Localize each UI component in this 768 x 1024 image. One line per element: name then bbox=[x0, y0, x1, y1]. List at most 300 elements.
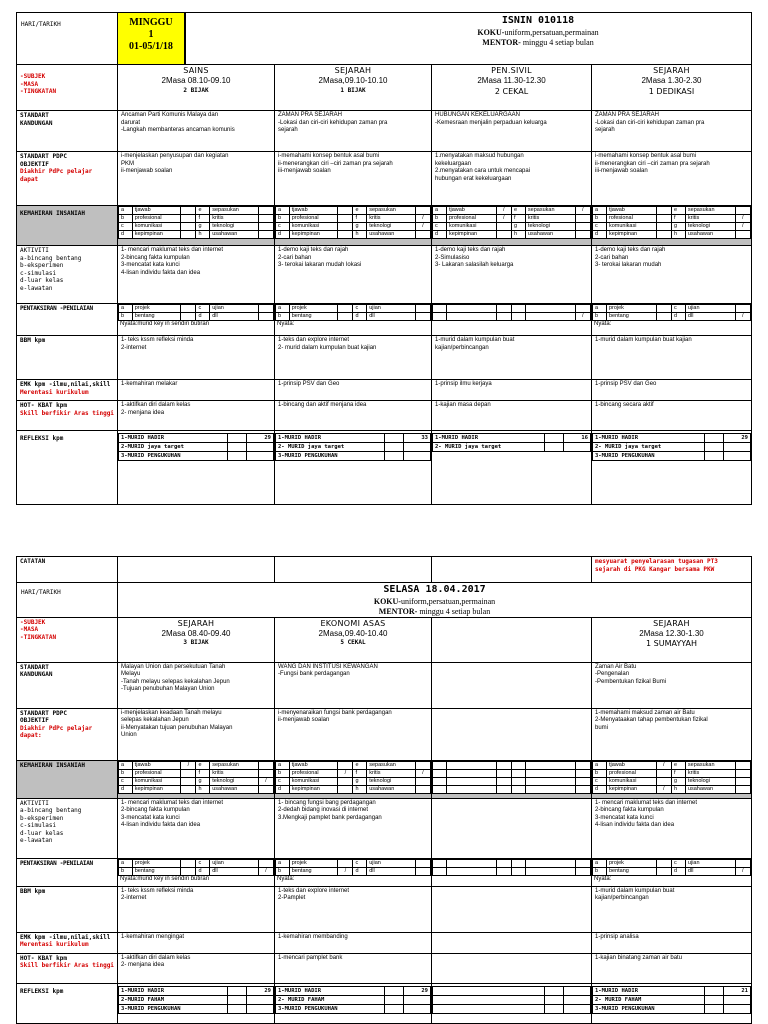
tick-box[interactable] bbox=[181, 777, 196, 785]
tick-box[interactable] bbox=[656, 769, 671, 777]
refleksi-grid bbox=[275, 433, 431, 461]
refleksi-spacer bbox=[544, 1004, 563, 1013]
option-key: d bbox=[593, 785, 607, 793]
grid-row bbox=[276, 313, 431, 321]
option-label: sepasukan bbox=[210, 207, 259, 215]
refleksi-cell bbox=[432, 983, 592, 1023]
row-label-sp-text: STANDART PDPC OBJEKTIF bbox=[20, 709, 67, 724]
option-label: ujian bbox=[367, 859, 416, 867]
tick-box[interactable] bbox=[735, 769, 750, 777]
ki-cell bbox=[118, 760, 275, 798]
tick-box[interactable] bbox=[575, 769, 590, 777]
option-label: projek bbox=[606, 305, 656, 313]
tick-box[interactable] bbox=[181, 223, 196, 231]
option-key: d bbox=[196, 313, 210, 321]
tick-box[interactable] bbox=[575, 215, 590, 223]
tick-box[interactable]: / bbox=[496, 207, 511, 215]
emk-cell: 1-kemahiran membanding bbox=[275, 932, 432, 953]
tick-box[interactable] bbox=[575, 761, 590, 769]
refleksi-row bbox=[119, 1004, 274, 1013]
grid-row bbox=[119, 313, 274, 321]
tick-box[interactable] bbox=[496, 313, 511, 321]
option-key: d bbox=[119, 785, 133, 793]
option-key: c bbox=[353, 305, 367, 313]
subject-cell bbox=[275, 65, 432, 111]
option-key: d bbox=[671, 867, 685, 875]
option-key: b bbox=[119, 867, 133, 875]
catatan-cell bbox=[118, 557, 275, 583]
tick-box[interactable] bbox=[338, 215, 353, 223]
option-key bbox=[433, 305, 447, 313]
ki-grid bbox=[592, 761, 751, 794]
refleksi-row bbox=[433, 995, 591, 1004]
hot-cell: 1-bincang dan aktif menjana idea bbox=[275, 401, 432, 431]
tick-box[interactable]: / bbox=[575, 313, 590, 321]
option-label: usahawan bbox=[367, 231, 416, 239]
pen-grid bbox=[432, 859, 591, 876]
option-key: a bbox=[276, 859, 290, 867]
tick-box[interactable]: / bbox=[496, 215, 511, 223]
option-label: kritis bbox=[210, 215, 259, 223]
refleksi-count: 33 bbox=[404, 434, 431, 443]
tick-box[interactable]: / bbox=[258, 777, 273, 785]
pen-grid bbox=[118, 304, 274, 321]
option-key: f bbox=[671, 769, 685, 777]
option-key: a bbox=[119, 761, 133, 769]
refleksi-grid bbox=[592, 433, 751, 461]
tick-box[interactable] bbox=[575, 859, 590, 867]
tick-box[interactable] bbox=[415, 777, 430, 785]
refleksi-row bbox=[119, 452, 274, 461]
ki-cell bbox=[432, 760, 592, 798]
tick-box[interactable] bbox=[258, 761, 273, 769]
tick-box[interactable]: / bbox=[338, 867, 353, 875]
grid-row bbox=[276, 231, 431, 239]
option-key: e bbox=[196, 761, 210, 769]
tick-box[interactable] bbox=[656, 223, 671, 231]
refleksi-count: 29 bbox=[247, 986, 274, 995]
option-label: tjawab bbox=[606, 207, 656, 215]
option-label bbox=[525, 785, 575, 793]
option-label: teknologi bbox=[210, 223, 259, 231]
option-label: kepimpinan bbox=[606, 231, 656, 239]
refleksi-label: 2-MURID jaya target bbox=[119, 443, 228, 452]
option-label bbox=[446, 859, 496, 867]
refleksi-count: 29 bbox=[247, 434, 274, 443]
tick-box[interactable] bbox=[338, 207, 353, 215]
refleksi-label: 3-MURID PENGUKUHAN bbox=[119, 1004, 228, 1013]
pen-cell bbox=[275, 304, 432, 336]
option-key: a bbox=[433, 207, 447, 215]
tick-box[interactable] bbox=[496, 761, 511, 769]
option-label: teknologi bbox=[367, 777, 416, 785]
tick-box[interactable] bbox=[496, 223, 511, 231]
tick-box[interactable]: / bbox=[415, 215, 430, 223]
tick-box[interactable] bbox=[258, 859, 273, 867]
refleksi-grid bbox=[118, 433, 274, 461]
tick-box[interactable] bbox=[735, 761, 750, 769]
refleksi-label: 3-MURID PENGUKUHAN bbox=[593, 452, 705, 461]
row-label-sp bbox=[17, 152, 118, 206]
tick-box[interactable] bbox=[258, 313, 273, 321]
emk-cell bbox=[432, 932, 592, 953]
tick-box[interactable] bbox=[338, 859, 353, 867]
option-label: teknologi bbox=[525, 223, 575, 231]
pen-grid bbox=[275, 304, 431, 321]
refleksi-count bbox=[723, 1004, 750, 1013]
grid-row bbox=[119, 215, 274, 223]
tick-box[interactable] bbox=[181, 867, 196, 875]
tick-box[interactable]: / bbox=[735, 215, 750, 223]
tick-box[interactable] bbox=[735, 777, 750, 785]
tick-box[interactable] bbox=[415, 867, 430, 875]
tick-box[interactable] bbox=[415, 231, 430, 239]
refleksi-count bbox=[404, 1004, 431, 1013]
option-key: h bbox=[196, 785, 210, 793]
option-key: c bbox=[593, 223, 607, 231]
tick-box[interactable] bbox=[575, 777, 590, 785]
refleksi-spacer bbox=[544, 995, 563, 1004]
tick-box[interactable] bbox=[338, 777, 353, 785]
hot-cell: 1-mencari pamplet bank bbox=[275, 953, 432, 983]
tick-box[interactable] bbox=[496, 777, 511, 785]
tick-box[interactable] bbox=[258, 215, 273, 223]
option-label: teknologi bbox=[685, 777, 735, 785]
option-key: b bbox=[276, 215, 290, 223]
option-key: d bbox=[593, 231, 607, 239]
option-label: kepimpinan bbox=[606, 785, 656, 793]
grid-row bbox=[119, 859, 274, 867]
emk-cell: 1-kemahiran mengingat bbox=[118, 932, 275, 953]
subject-class: 1 BIJAK bbox=[340, 86, 366, 94]
tick-box[interactable] bbox=[415, 305, 430, 313]
tick-box[interactable] bbox=[338, 223, 353, 231]
grid-row bbox=[593, 777, 751, 785]
tick-box[interactable]: / bbox=[656, 785, 671, 793]
refleksi-label: 2- MURID jaya target bbox=[433, 443, 545, 452]
option-label: tjawab bbox=[132, 761, 181, 769]
refleksi-spacer bbox=[228, 986, 247, 995]
option-label bbox=[446, 777, 496, 785]
refleksi-spacer bbox=[385, 1004, 404, 1013]
option-key: e bbox=[671, 761, 685, 769]
grid-row bbox=[593, 867, 751, 875]
sp-cell: i-memahami konsep bentuk asal bumi ii-menerangkan ciri –ciri zaman pra sejarah iii-menjawab soalan bbox=[275, 152, 432, 206]
tick-box[interactable] bbox=[656, 231, 671, 239]
pen-note: Nyata: bbox=[594, 875, 612, 882]
row-label-emk-text: EMK kpm -ilmu,nilai,skill bbox=[20, 381, 111, 388]
option-key bbox=[511, 785, 525, 793]
tick-box[interactable] bbox=[181, 215, 196, 223]
option-label: sepasukan bbox=[210, 761, 259, 769]
subject-cell bbox=[592, 65, 752, 111]
refleksi-count bbox=[404, 452, 431, 461]
grid-row bbox=[433, 215, 591, 223]
option-label: projek bbox=[289, 859, 338, 867]
option-key: f bbox=[511, 215, 525, 223]
refleksi-label: 2- MURID FAHAM bbox=[276, 995, 385, 1004]
tick-box[interactable]: / bbox=[735, 223, 750, 231]
grid-row bbox=[593, 785, 751, 793]
hot-cell: 1-aktifkan diri dalam kelas 2- menjana idea bbox=[118, 401, 275, 431]
option-label: usahawan bbox=[525, 231, 575, 239]
tick-box[interactable] bbox=[181, 769, 196, 777]
refleksi-count: 29 bbox=[404, 986, 431, 995]
tick-box[interactable] bbox=[656, 305, 671, 313]
refleksi-count bbox=[563, 986, 590, 995]
tick-box[interactable] bbox=[338, 761, 353, 769]
day-title-block bbox=[418, 15, 658, 48]
refleksi-row bbox=[276, 452, 431, 461]
tick-box[interactable] bbox=[496, 231, 511, 239]
refleksi-spacer bbox=[704, 452, 723, 461]
option-key: c bbox=[276, 777, 290, 785]
koku-label: KOKU- bbox=[477, 27, 505, 37]
pen-note: Nyata:murid key in sendiri butiran bbox=[120, 875, 210, 882]
pen-cell bbox=[592, 858, 752, 886]
refleksi-spacer bbox=[228, 452, 247, 461]
row-label-sp-red: Diakhir PdPc pelajar dapat bbox=[20, 168, 93, 183]
row-label-sk: STANDART KANDUNGAN bbox=[17, 662, 118, 708]
minggu-number: 1 bbox=[148, 29, 154, 40]
option-label: profesional bbox=[606, 769, 656, 777]
subject-class: 3 BIJAK bbox=[183, 639, 209, 647]
tick-box[interactable] bbox=[258, 231, 273, 239]
refleksi-label: 3-MURID PENGUKUHAN bbox=[276, 452, 385, 461]
option-key: e bbox=[353, 207, 367, 215]
ki-grid bbox=[118, 761, 274, 794]
mentor-text: minggu 4 setiap bulan bbox=[520, 37, 594, 47]
refleksi-label: 1-MURID HADIR bbox=[276, 986, 385, 995]
option-label: sepasukan bbox=[525, 207, 575, 215]
row-label-emk bbox=[17, 380, 118, 401]
option-key: b bbox=[433, 215, 447, 223]
option-label: usahawan bbox=[367, 785, 416, 793]
refleksi-label: 1-MURID HADIR bbox=[119, 434, 228, 443]
option-label: komunikasi bbox=[132, 777, 181, 785]
refleksi-row bbox=[433, 1004, 591, 1013]
tick-box[interactable] bbox=[575, 231, 590, 239]
tick-box[interactable] bbox=[575, 785, 590, 793]
refleksi-label: 1-MURID HADIR bbox=[593, 434, 705, 443]
subject-time: 2Masa 1.30-2.30 bbox=[641, 76, 702, 86]
option-key: f bbox=[196, 215, 210, 223]
option-label: ujian bbox=[685, 859, 735, 867]
option-label: kritis bbox=[367, 769, 416, 777]
tick-box[interactable] bbox=[735, 859, 750, 867]
option-key: a bbox=[593, 207, 607, 215]
refleksi-count bbox=[563, 995, 590, 1004]
tick-box[interactable] bbox=[735, 785, 750, 793]
refleksi-cell bbox=[275, 983, 432, 1023]
pen-note: Nyata:murid key in sendiri butiran bbox=[120, 321, 210, 327]
ki-cell bbox=[118, 206, 275, 246]
tick-box[interactable] bbox=[258, 223, 273, 231]
grid-row bbox=[119, 231, 274, 239]
sk-cell bbox=[432, 662, 592, 708]
tick-box[interactable] bbox=[496, 867, 511, 875]
option-label: projek bbox=[132, 859, 181, 867]
emk-cell: 1-prinsip analisa bbox=[592, 932, 752, 953]
tick-box[interactable] bbox=[496, 785, 511, 793]
tick-box[interactable] bbox=[575, 305, 590, 313]
option-label: dll bbox=[367, 313, 416, 321]
tick-box[interactable] bbox=[735, 231, 750, 239]
option-key: d bbox=[119, 231, 133, 239]
tick-box[interactable] bbox=[181, 305, 196, 313]
option-key: a bbox=[593, 761, 607, 769]
row-label-bbm: BBM kpm bbox=[17, 336, 118, 380]
refleksi-row bbox=[119, 434, 274, 443]
tick-box[interactable] bbox=[415, 785, 430, 793]
refleksi-count bbox=[563, 1004, 590, 1013]
option-key: c bbox=[196, 859, 210, 867]
tick-box[interactable]: / bbox=[575, 207, 590, 215]
option-key: a bbox=[276, 207, 290, 215]
option-label: kritis bbox=[525, 215, 575, 223]
tick-box[interactable] bbox=[338, 231, 353, 239]
tick-box[interactable] bbox=[656, 313, 671, 321]
option-label: komunikasi bbox=[132, 223, 181, 231]
row-label-hot-red: Skill berfikir Aras tinggi bbox=[20, 962, 114, 969]
tick-box[interactable] bbox=[415, 859, 430, 867]
tick-box[interactable] bbox=[258, 207, 273, 215]
minggu-box bbox=[118, 13, 186, 65]
row-label-hot bbox=[17, 953, 118, 983]
row-label-emk bbox=[17, 932, 118, 953]
tick-box[interactable] bbox=[181, 785, 196, 793]
sp-cell: i-menjelaskan penyusupan dan kegiatan PKM ii-menjawab soalan bbox=[118, 152, 275, 206]
tick-box[interactable] bbox=[656, 215, 671, 223]
refleksi-row bbox=[593, 452, 751, 461]
refleksi-spacer bbox=[228, 1004, 247, 1013]
tick-box[interactable] bbox=[575, 223, 590, 231]
grid-row bbox=[593, 207, 751, 215]
emk-cell: 1-prinsip ilmu kerjaya bbox=[432, 380, 592, 401]
tick-box[interactable] bbox=[181, 231, 196, 239]
tick-box[interactable] bbox=[656, 859, 671, 867]
tick-box[interactable] bbox=[415, 313, 430, 321]
tick-box[interactable] bbox=[258, 785, 273, 793]
tick-box[interactable] bbox=[496, 305, 511, 313]
tick-box[interactable] bbox=[181, 859, 196, 867]
row-label-sk: STANDART KANDUNGAN bbox=[17, 111, 118, 152]
grid-row bbox=[276, 859, 431, 867]
tick-box[interactable] bbox=[338, 313, 353, 321]
option-key: h bbox=[511, 231, 525, 239]
grid-row bbox=[593, 859, 751, 867]
row-label-subjek: -SUBJEK -MASA -TINGKATAN bbox=[17, 65, 118, 111]
option-key: a bbox=[276, 761, 290, 769]
tick-box[interactable]: / bbox=[415, 223, 430, 231]
subject-name: SEJARAH bbox=[177, 618, 215, 628]
row-label-hot bbox=[17, 401, 118, 431]
tick-box[interactable] bbox=[656, 777, 671, 785]
tick-box[interactable] bbox=[656, 867, 671, 875]
tick-box[interactable] bbox=[258, 769, 273, 777]
grid-row bbox=[433, 313, 591, 321]
tick-box[interactable]: / bbox=[338, 769, 353, 777]
option-key bbox=[433, 769, 447, 777]
tick-box[interactable]: / bbox=[735, 867, 750, 875]
hari-tarikh-label: HARI/TARIKH bbox=[17, 583, 118, 618]
option-label bbox=[525, 769, 575, 777]
aktiviti-cell: 1- bincang fungsi bang perdagangan 2-dedah bidang inovasi di internet 3.Mengkaji pamplet bank perdagangan bbox=[275, 798, 432, 858]
sp-cell: i-menjelaskan keadaan Tanah melayu selepas kekalahan Jepun ii-Menyatakan tujuan penubuhan Malayan Union bbox=[118, 708, 275, 760]
option-label: profesional bbox=[289, 769, 338, 777]
option-label: profesional bbox=[289, 215, 338, 223]
grid-row bbox=[433, 223, 591, 231]
tick-box[interactable] bbox=[735, 207, 750, 215]
row-label-hot-red: Skill berfikir Aras tinggi bbox=[20, 409, 114, 417]
option-label: usahawan bbox=[685, 785, 735, 793]
tick-box[interactable]: / bbox=[735, 313, 750, 321]
option-key: a bbox=[593, 859, 607, 867]
option-key: g bbox=[671, 223, 685, 231]
tick-box[interactable] bbox=[575, 867, 590, 875]
refleksi-row bbox=[593, 434, 751, 443]
option-key: c bbox=[593, 777, 607, 785]
hot-cell: 1-kajian masa depan bbox=[432, 401, 592, 431]
option-label: ujian bbox=[210, 859, 259, 867]
option-label: kepimpinan bbox=[132, 231, 181, 239]
tick-box[interactable] bbox=[258, 305, 273, 313]
subject-name: SEJARAH bbox=[653, 618, 690, 628]
option-label: kritis bbox=[367, 215, 416, 223]
grid-row bbox=[276, 769, 431, 777]
tick-box[interactable]: / bbox=[181, 761, 196, 769]
tick-box[interactable] bbox=[496, 769, 511, 777]
option-label: dll bbox=[685, 867, 735, 875]
refleksi-cell bbox=[592, 431, 752, 505]
option-key bbox=[511, 777, 525, 785]
tick-box[interactable] bbox=[415, 761, 430, 769]
bbm-cell: 1- teks kssm refleksi minda 2-internet bbox=[118, 886, 275, 932]
refleksi-row bbox=[433, 434, 591, 443]
row-label-ki: KEMAHIRAN INSANIAH bbox=[17, 760, 118, 798]
grid-row bbox=[433, 769, 591, 777]
pen-cell bbox=[432, 304, 592, 336]
tick-box[interactable] bbox=[496, 859, 511, 867]
tick-box[interactable]: / bbox=[415, 769, 430, 777]
option-key: c bbox=[119, 777, 133, 785]
refleksi-count bbox=[247, 443, 274, 452]
tick-box[interactable] bbox=[181, 207, 196, 215]
catatan-cell bbox=[275, 557, 432, 583]
refleksi-spacer bbox=[385, 443, 404, 452]
option-key: c bbox=[671, 305, 685, 313]
option-key: d bbox=[276, 231, 290, 239]
ki-cell bbox=[275, 206, 432, 246]
tick-box[interactable]: / bbox=[258, 867, 273, 875]
tick-box[interactable] bbox=[656, 207, 671, 215]
tick-box[interactable] bbox=[338, 785, 353, 793]
option-label bbox=[525, 867, 575, 875]
subject-time: 2Masa 11.30-12.30 bbox=[477, 76, 546, 86]
option-label bbox=[525, 305, 575, 313]
refleksi-label: 3-MURID PENGUKUHAN bbox=[119, 452, 228, 461]
tick-box[interactable] bbox=[735, 305, 750, 313]
refleksi-spacer bbox=[544, 443, 563, 452]
tick-box[interactable] bbox=[338, 305, 353, 313]
tick-box[interactable] bbox=[181, 313, 196, 321]
refleksi-cell bbox=[118, 983, 275, 1023]
tick-box[interactable] bbox=[415, 207, 430, 215]
option-label: usahawan bbox=[210, 785, 259, 793]
tick-box[interactable]: / bbox=[656, 761, 671, 769]
refleksi-row bbox=[593, 995, 751, 1004]
refleksi-label: 2-MURID FAHAM bbox=[119, 995, 228, 1004]
